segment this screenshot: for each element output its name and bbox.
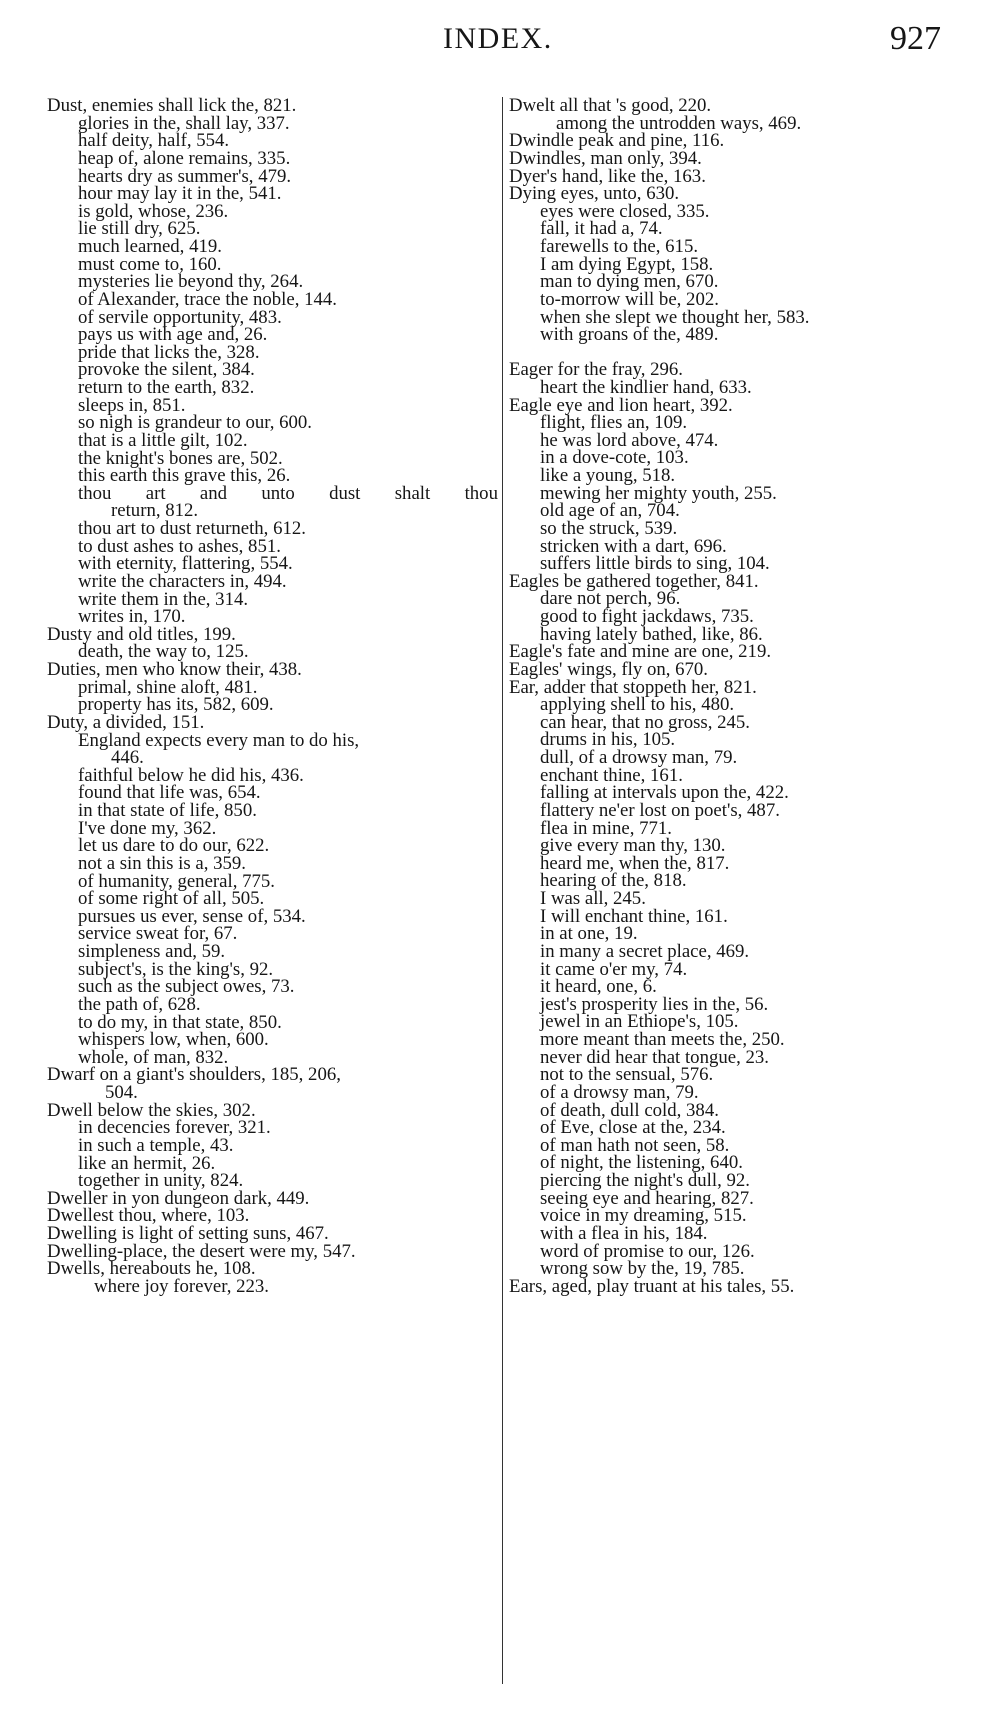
index-subentry: provoke the silent, 384.	[78, 359, 255, 381]
index-subentry: pays us with age and, 26.	[78, 324, 268, 346]
index-subentry: applying shell to his, 480.	[540, 694, 735, 716]
index-subentry: this earth this grave this, 26.	[78, 465, 291, 487]
index-subentry: dull, of a drowsy man, 79.	[540, 747, 738, 769]
page-number: 927	[890, 20, 941, 57]
index-subentry: sleeps in, 851.	[78, 394, 186, 416]
index-subentry: of night, the listening, 640.	[540, 1152, 743, 1174]
justified-word: art	[145, 482, 166, 504]
index-subentry: not to the sensual, 576.	[540, 1064, 714, 1086]
index-subentry: more meant than meets the, 250.	[540, 1029, 785, 1051]
index-subentry: of servile opportunity, 483.	[78, 306, 282, 328]
index-subentry: return, 812.	[111, 500, 199, 522]
index-subentry: like an hermit, 26.	[78, 1152, 216, 1174]
index-subentry: such as the subject owes, 73.	[78, 976, 295, 998]
index-subentry: in many a secret place, 469.	[540, 940, 750, 962]
index-subentry: to-morrow will be, 202.	[540, 288, 719, 310]
index-subentry: whole, of man, 832.	[78, 1046, 229, 1068]
index-subentry: the knight's bones are, 502.	[78, 447, 283, 469]
index-subentry: fall, it had a, 74.	[540, 218, 663, 240]
index-subentry: England expects every man to do his,	[78, 729, 360, 751]
index-subentry: found that life was, 654.	[78, 782, 261, 804]
index-subentry: dare not perch, 96.	[540, 588, 681, 610]
index-subentry: to dust ashes to ashes, 851.	[78, 535, 281, 557]
index-subentry: service sweat for, 67.	[78, 923, 238, 945]
index-subentry: subject's, is the king's, 92.	[78, 958, 274, 980]
index-subentry: property has its, 582, 609.	[78, 694, 274, 716]
index-subentry: old age of an, 704.	[540, 500, 680, 522]
index-subentry: voice in my dreaming, 515.	[540, 1205, 747, 1227]
index-subentry: hour may lay it in the, 541.	[78, 183, 282, 205]
page-title: INDEX.	[443, 22, 553, 55]
index-subentry: lie still dry, 625.	[78, 218, 201, 240]
index-subentry: whispers low, when, 600.	[78, 1029, 269, 1051]
index-column-right	[509, 97, 939, 1295]
index-subentry: 504.	[105, 1082, 138, 1103]
index-heading: Dyer's hand, like the, 163.	[509, 165, 706, 187]
index-subentry: simpleness and, 59.	[78, 941, 226, 962]
index-subentry: give every man thy, 130.	[540, 835, 726, 857]
index-subentry: with a flea in his, 184.	[540, 1222, 708, 1244]
index-subentry: like a young, 518.	[540, 465, 676, 487]
index-subentry: drums in his, 105.	[540, 729, 676, 751]
index-heading: Dwarf on a giant's shoulders, 185, 206,	[47, 1064, 341, 1086]
index-subentry: of Eve, close at the, 234.	[540, 1117, 726, 1139]
index-heading: Duty, a divided, 151.	[47, 711, 205, 733]
index-column-left	[47, 97, 497, 1296]
index-heading: Dusty and old titles, 199.	[47, 623, 236, 645]
index-heading: Eager for the fray, 296.	[509, 359, 683, 381]
index-subentry: together in unity, 824.	[78, 1170, 244, 1192]
justified-word: and	[199, 482, 228, 504]
index-subentry: glories in the, shall lay, 337.	[78, 112, 290, 134]
index-subentry: of a drowsy man, 79.	[540, 1081, 699, 1103]
index-subentry: so the struck, 539.	[540, 517, 678, 539]
index-subentry: pursues us ever, sense of, 534.	[78, 905, 306, 927]
index-heading: Eagle eye and lion heart, 392.	[509, 394, 733, 416]
index-subentry: I will enchant thine, 161.	[540, 905, 728, 927]
index-subentry: the path of, 628.	[78, 993, 201, 1015]
index-subentry: that is a little gilt, 102.	[78, 429, 248, 451]
index-heading: Eagle's fate and mine are one, 219.	[509, 641, 772, 663]
index-heading: Dust, enemies shall lick the, 821.	[47, 95, 297, 116]
index-subentry: is gold, whose, 236.	[78, 200, 229, 222]
index-subentry: he was lord above, 474.	[540, 429, 719, 451]
index-subentry: pride that licks the, 328.	[78, 341, 260, 363]
index-subentry: thou art to dust returneth, 612.	[78, 518, 306, 539]
index-subentry: 446.	[111, 747, 144, 769]
index-subentry: of some right of all, 505.	[78, 888, 265, 910]
index-subentry: enchant thine, 161.	[540, 764, 683, 786]
index-subentry: let us dare to do our, 622.	[78, 835, 270, 857]
index-subentry: death, the way to, 125.	[78, 641, 249, 663]
index-subentry: having lately bathed, like, 86.	[540, 623, 763, 645]
index-subentry: I am dying Egypt, 158.	[540, 253, 714, 275]
index-subentry: can hear, that no gross, 245.	[540, 711, 750, 733]
index-subentry: suffers little birds to sing, 104.	[540, 553, 770, 575]
index-subentry: return to the earth, 832.	[78, 377, 255, 398]
index-heading: Eagles be gathered together, 841.	[509, 570, 759, 592]
justified-word: dust	[329, 482, 361, 504]
index-subentry: write the characters in, 494.	[78, 570, 287, 592]
index-subentry: word of promise to our, 126.	[540, 1240, 755, 1262]
column-divider	[502, 97, 503, 1684]
index-subentry: in a dove-cote, 103.	[540, 447, 689, 469]
index-subentry: to do my, in that state, 850.	[78, 1011, 282, 1033]
justified-word: thou	[78, 482, 112, 504]
index-subentry: it heard, one, 6.	[540, 976, 657, 998]
index-subentry: never did hear that tongue, 23.	[540, 1046, 769, 1068]
index-subentry: it came o'er my, 74.	[540, 958, 688, 980]
index-heading: Ear, adder that stoppeth her, 821.	[509, 676, 757, 698]
page-header	[0, 20, 1000, 64]
index-subentry: stricken with a dart, 696.	[540, 535, 727, 557]
index-heading: Eagles' wings, fly on, 670.	[509, 658, 709, 680]
index-subentry: jewel in an Ethiope's, 105.	[540, 1011, 739, 1033]
index-subentry: heard me, when the, 817.	[540, 852, 730, 874]
index-heading: Ears, aged, play truant at his tales, 55.	[509, 1275, 795, 1297]
index-subentry: among the untrodden ways, 469.	[556, 112, 802, 134]
index-heading: Dwelling is light of setting suns, 467.	[47, 1223, 329, 1244]
index-subentry: flight, flies an, 109.	[540, 412, 688, 434]
index-subentry: write them in the, 314.	[78, 588, 249, 610]
index-heading: Dwelt all that 's good, 220.	[509, 95, 712, 116]
index-subentry: so nigh is grandeur to our, 600.	[78, 412, 312, 434]
index-subentry: hearing of the, 818.	[540, 870, 687, 892]
justified-word: unto	[261, 482, 295, 504]
index-subentry: I've done my, 362.	[78, 817, 217, 839]
index-subentry: I was all, 245.	[540, 888, 646, 910]
index-heading: Dwellest thou, where, 103.	[47, 1205, 250, 1227]
index-subentry: of humanity, general, 775.	[78, 870, 275, 892]
index-subentry: good to fight jackdaws, 735.	[540, 606, 754, 628]
index-subentry: man to dying men, 670.	[540, 271, 719, 293]
index-subentry: mysteries lie beyond thy, 264.	[78, 271, 304, 293]
index-subentry: wrong sow by the, 19, 785.	[540, 1258, 745, 1280]
index-subentry: in such a temple, 43.	[78, 1134, 234, 1156]
justified-word: thou	[464, 482, 498, 504]
index-subentry: must come to, 160.	[78, 253, 222, 275]
index-subentry: of death, dull cold, 384.	[540, 1099, 719, 1121]
index-subentry: falling at intervals upon the, 422.	[540, 782, 789, 804]
index-subentry: heap of, alone remains, 335.	[78, 147, 291, 169]
index-subentry: flattery ne'er lost on poet's, 487.	[540, 799, 780, 821]
index-subentry: farewells to the, 615.	[540, 236, 699, 257]
index-subentry: in decencies forever, 321.	[78, 1117, 271, 1139]
index-subentry: heart the kindlier hand, 633.	[540, 376, 752, 398]
index-subentry: in that state of life, 850.	[78, 800, 257, 821]
index-heading: Dwell below the skies, 302.	[47, 1099, 256, 1121]
index-subentry: of Alexander, trace the noble, 144.	[78, 288, 337, 310]
index-subentry: mewing her mighty youth, 255.	[540, 482, 777, 504]
index-heading: Dying eyes, unto, 630.	[509, 183, 680, 205]
index-subentry: faithful below he did his, 436.	[78, 764, 304, 786]
index-subentry: eyes were closed, 335.	[540, 200, 710, 222]
index-heading: Dwindles, man only, 394.	[509, 147, 702, 169]
index-subentry: half deity, half, 554.	[78, 130, 230, 152]
index-subentry: where joy forever, 223.	[94, 1275, 269, 1297]
index-subentry: not a sin this is a, 359.	[78, 852, 246, 874]
index-subentry: primal, shine aloft, 481.	[78, 676, 258, 698]
index-subentry: seeing eye and hearing, 827.	[540, 1187, 754, 1209]
index-heading: Duties, men who know their, 438.	[47, 659, 302, 680]
index-heading: Dwells, hereabouts he, 108.	[47, 1258, 256, 1280]
index-subentry: piercing the night's dull, 92.	[540, 1170, 750, 1192]
index-heading: Dwindle peak and pine, 116.	[509, 130, 725, 152]
index-heading: Dweller in yon dungeon dark, 449.	[47, 1187, 310, 1209]
justified-word: shalt	[394, 482, 431, 504]
index-subentry: of man hath not seen, 58.	[540, 1134, 730, 1156]
index-subentry: jest's prosperity lies in the, 56.	[540, 993, 769, 1015]
index-heading: Dwelling-place, the desert were my, 547.	[47, 1240, 356, 1262]
index-subentry: with groans of the, 489.	[540, 324, 719, 346]
index-subentry: much learned, 419.	[78, 236, 222, 257]
index-subentry: in at one, 19.	[540, 923, 638, 945]
index-subentry: with eternity, flattering, 554.	[78, 553, 293, 575]
index-subentry: writes in, 170.	[78, 606, 186, 628]
index-subentry: flea in mine, 771.	[540, 817, 672, 839]
index-subentry: when she slept we thought her, 583.	[540, 306, 810, 328]
index-subentry: hearts dry as summer's, 479.	[78, 165, 292, 187]
